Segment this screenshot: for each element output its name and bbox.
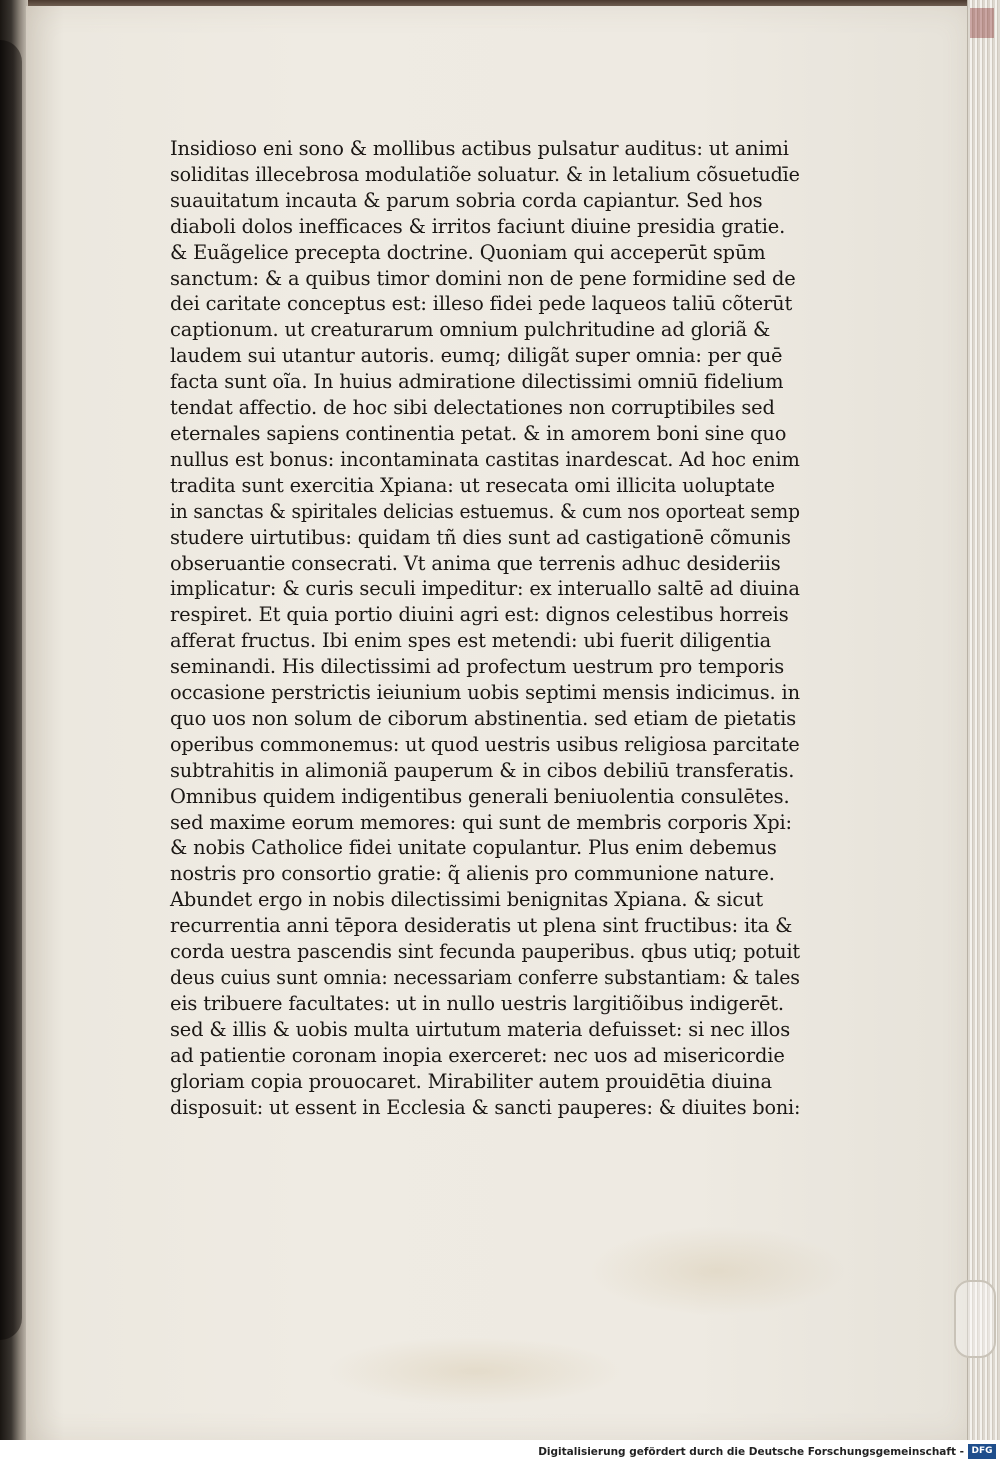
text-line: occasione perstrictis ieiunium uobis septimi mensis indicimus. in [170,681,800,705]
text-line: deus cuius sunt omnia: necessariam conferre substantiam: & tales [170,966,800,989]
text-line: laudem sui utantur autoris. eumq; diligãt super omnia: per quē [170,344,783,368]
text-line: subtrahitis in alimoniã pauperum & in cibos debiliū transferatis. [170,758,795,782]
text-line: obseruantie consecrati. Vt anima que terrenis adhuc desideriis [170,551,781,575]
text-line: & Euãgelice precepta doctrine. Quoniam qui acceperūt spūm [170,240,766,264]
text-line: disposuit: ut essent in Ecclesia & sancti pauperes: & diuites boni: [170,1095,801,1119]
text-line: tendat affectio. de hoc sibi delectationes non corruptibiles sed [170,396,775,420]
text-line: Omnibus quidem indigentibus generali beniuolentia consulētes. [170,784,790,808]
text-line: corda uestra pascendis sint fecunda pauperibus. qbus utiq; potuit [170,940,800,964]
text-line: implicatur: & curis seculi impeditur: ex interuallo saltē ad diuina [170,577,800,601]
body-text-block [170,136,800,1120]
text-line: nullus est bonus: incontaminata castitas inardescat. Ad hoc enim [170,447,800,471]
right-page-edges [967,0,1000,1440]
text-line: in sanctas & spiritales delicias estuemus. & cum nos oporteat semp [170,499,800,523]
text-line: seminandi. His dilectissimi ad profectum uestrum pro temporis [170,655,785,679]
text-line: nostris pro consortio gratie: q̃ alienis pro communione nature. [170,862,775,886]
water-stain [586,1226,846,1316]
text-line: afferat fructus. Ibi enim spes est metendi: ubi fuerit diligentia [170,629,771,653]
text-line: suauitatum incauta & parum sobria corda capiantur. Sed hos [170,188,763,212]
text-line: eternales sapiens continentia petat. & in amorem boni sine quo [170,421,787,445]
text-line: eis tribuere facultates: ut in nullo uestris largitiõibus indigerēt. [170,991,784,1015]
text-line: ad patientie coronam inopia exerceret: nec uos ad misericordie [170,1043,785,1067]
text-line: Abundet ergo in nobis dilectissimi benignitas Xpiana. & sicut [170,888,764,912]
text-line: soliditas illecebrosa modulatiõe soluatur. & in letalium cõsuetudīe [170,162,800,186]
text-line: dei caritate conceptus est: illeso fidei pede laqueos taliū cõterūt [170,292,793,316]
dfg-logo: DFG [968,1444,996,1459]
text-line: recurrentia anni tēpora desideratis ut plena sint fructibus: ita & [170,914,793,938]
text-line: Insidioso eni sono & mollibus actibus pulsatur auditus: ut animi [170,137,789,160]
text-line: quo uos non solum de ciborum abstinentia. sed etiam de pietatis [170,706,797,730]
text-line: facta sunt oĩa. In huius admiratione dilectissimi omniū fidelium [170,370,784,394]
footer-credit: Digitalisierung gefördert durch die Deutsche Forschungsgemeinschaft - [538,1446,964,1458]
text-line: sed maxime eorum memores: qui sunt de membris corporis Xpi: [170,810,792,834]
text-line: gloriam copia prouocaret. Mirabiliter autem prouidētia diuina [170,1069,772,1093]
water-stain [326,1336,626,1406]
text-line: diaboli dolos inefficaces & irritos faciunt diuine presidia gratie. [170,214,786,238]
text-line: respiret. Et quia portio diuini agri est: dignos celestibus horreis [170,603,789,627]
text-line: tradita sunt exercitia Xpiana: ut resecata omi illicita uoluptate [170,473,775,497]
text-line: studere uirtutibus: quidam tñ dies sunt ad castigationē cõmunis [170,525,791,549]
text-line: & nobis Catholice fidei unitate copulantur. Plus enim debemus [170,836,777,860]
text-line: sed & illis & uobis multa uirtutum materia defuisset: si nec illos [170,1017,790,1041]
text-line: captionum. ut creaturarum omnium pulchritudine ad gloriã & [170,318,771,342]
text-line: operibus commonemus: ut quod uestris usibus religiosa parcitate [170,732,800,756]
left-margin-fragments [2,230,24,1030]
page-clip [954,1280,996,1358]
corner-mark [970,8,994,38]
text-line: sanctum: & a quibus timor domini non de pene formidine sed de [170,266,796,290]
